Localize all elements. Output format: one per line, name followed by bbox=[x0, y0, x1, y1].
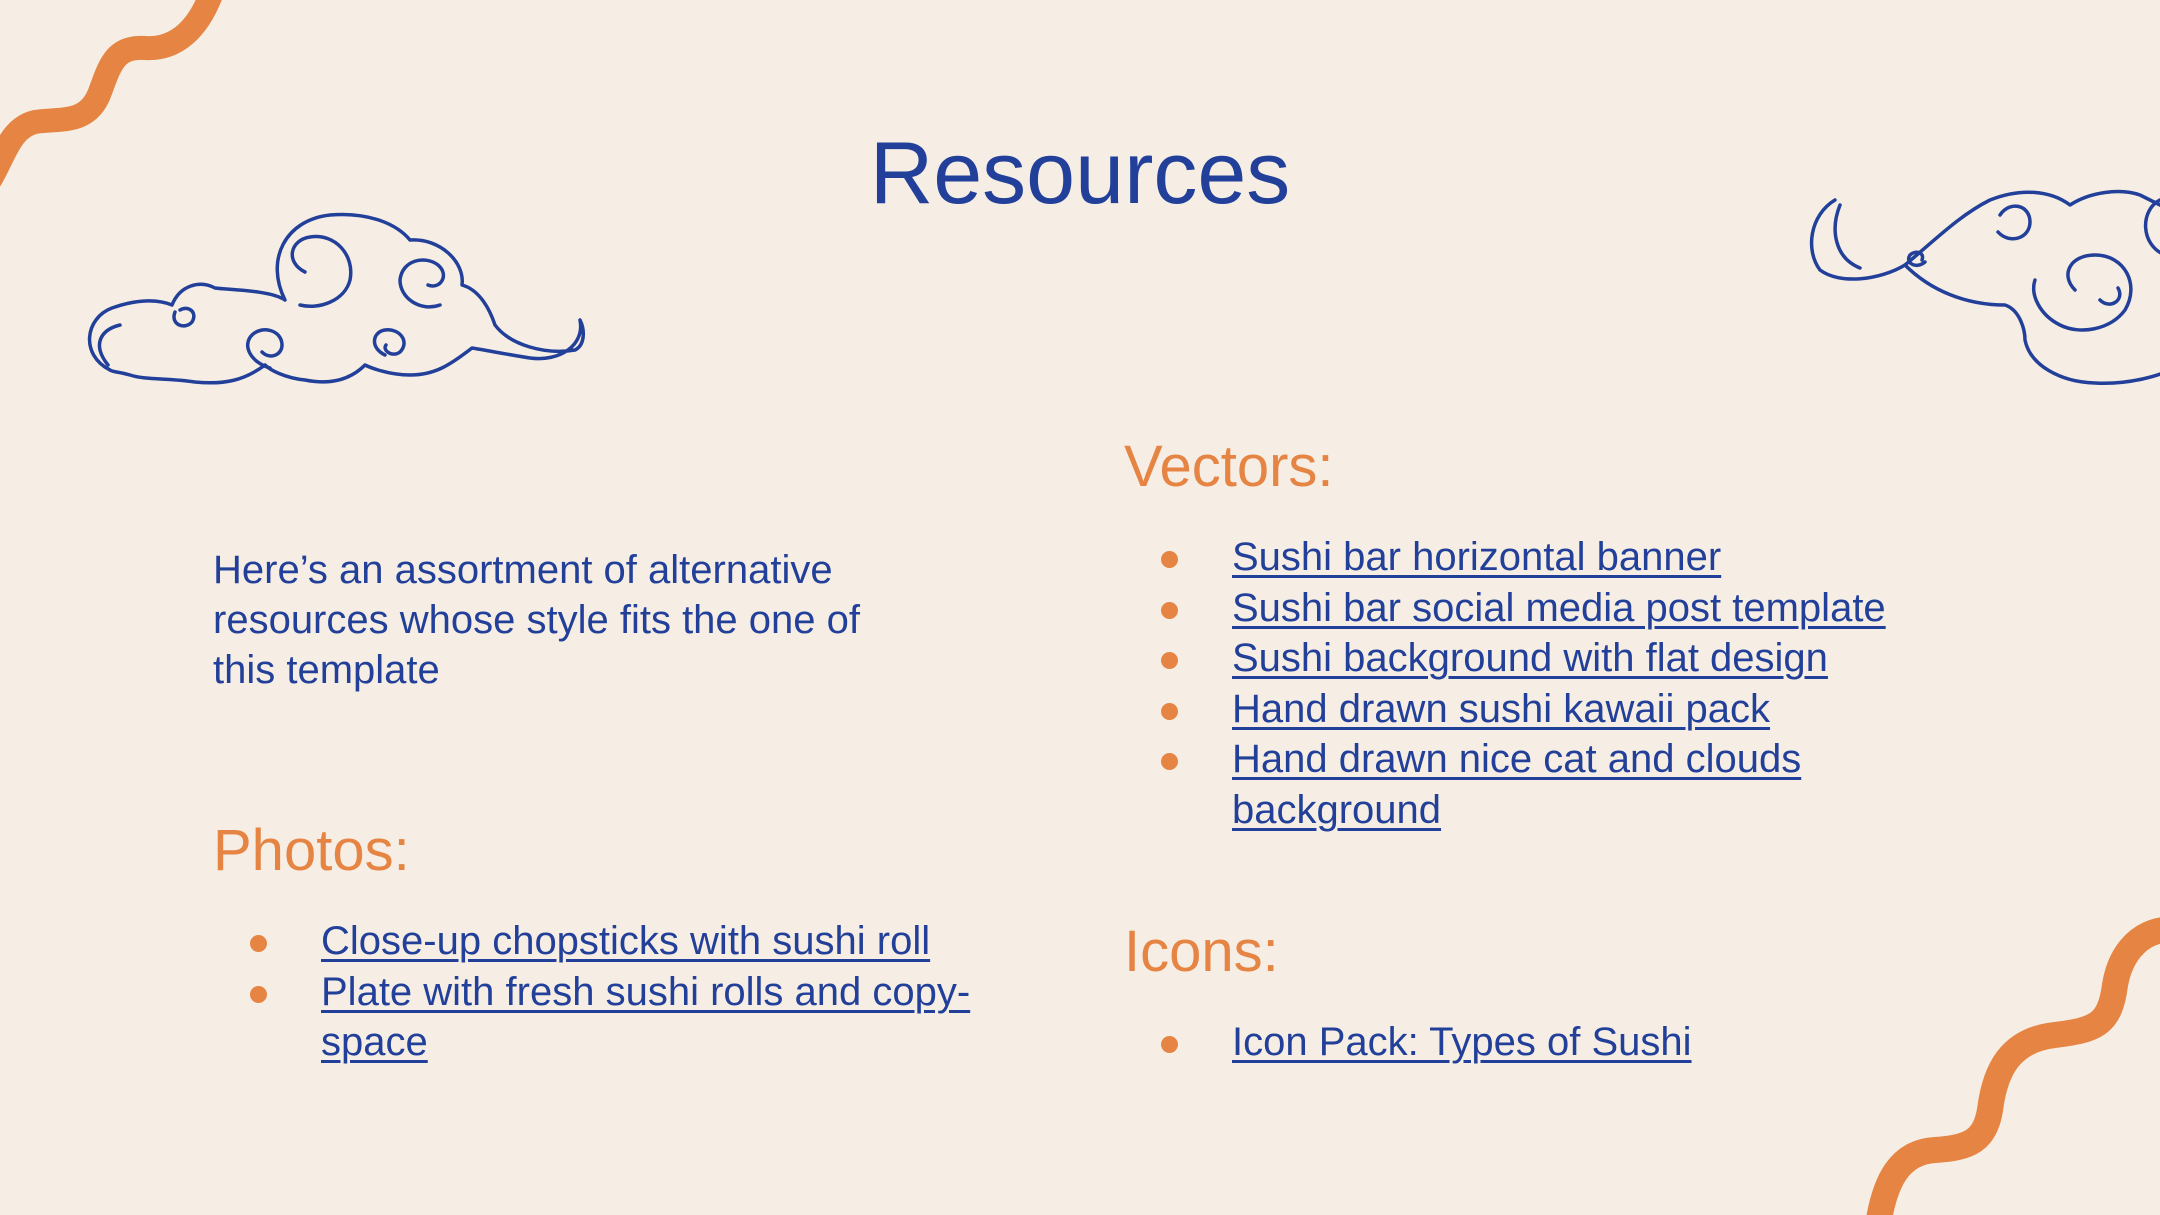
vectors-list bbox=[1124, 532, 2084, 835]
bullet-icon bbox=[1161, 703, 1178, 720]
vector-link-flat-background[interactable]: Sushi background with flat design bbox=[1232, 636, 1828, 680]
photos-heading: Photos: bbox=[213, 818, 410, 883]
orange-wave-bottom-right bbox=[1878, 929, 2160, 1215]
list-item bbox=[1124, 583, 2084, 634]
bullet-icon bbox=[1161, 551, 1178, 568]
vectors-heading: Vectors: bbox=[1124, 434, 1334, 499]
bullet-icon bbox=[1161, 602, 1178, 619]
list-item bbox=[1124, 532, 2084, 583]
vector-link-cat-clouds[interactable]: Hand drawn nice cat and clouds background bbox=[1232, 737, 1802, 832]
intro-text: Here’s an assortment of alternative resources whose style fits the one of this template bbox=[213, 548, 860, 692]
bullet-icon bbox=[250, 935, 267, 952]
icon-link-sushi-pack[interactable]: Icon Pack: Types of Sushi bbox=[1232, 1020, 1692, 1064]
bullet-icon bbox=[250, 986, 267, 1003]
vector-link-sushi-bar-banner[interactable]: Sushi bar horizontal banner bbox=[1232, 535, 1722, 579]
navy-cloud-left bbox=[90, 214, 584, 382]
list-item bbox=[1124, 633, 2084, 684]
photo-link-plate-sushi[interactable]: Plate with fresh sushi rolls and copy-space bbox=[321, 969, 971, 1064]
bullet-icon bbox=[1161, 753, 1178, 770]
photo-link-chopsticks[interactable]: Close-up chopsticks with sushi roll bbox=[321, 919, 931, 963]
list-item bbox=[1124, 734, 1972, 835]
slide-title: Resources bbox=[869, 123, 1291, 222]
bullet-icon bbox=[1161, 652, 1178, 669]
icons-heading: Icons: bbox=[1124, 919, 1279, 984]
vector-link-social-media-post[interactable]: Sushi bar social media post template bbox=[1232, 585, 1886, 630]
bullet-icon bbox=[1161, 1036, 1178, 1053]
list-item bbox=[1124, 684, 2084, 735]
list-item bbox=[1124, 1017, 2084, 1068]
list-item bbox=[213, 916, 1033, 967]
list-item bbox=[213, 967, 1021, 1068]
vector-link-kawaii-pack[interactable]: Hand drawn sushi kawaii pack bbox=[1232, 686, 1771, 731]
icons-list bbox=[1124, 1017, 2084, 1068]
photos-list bbox=[213, 916, 1033, 1068]
